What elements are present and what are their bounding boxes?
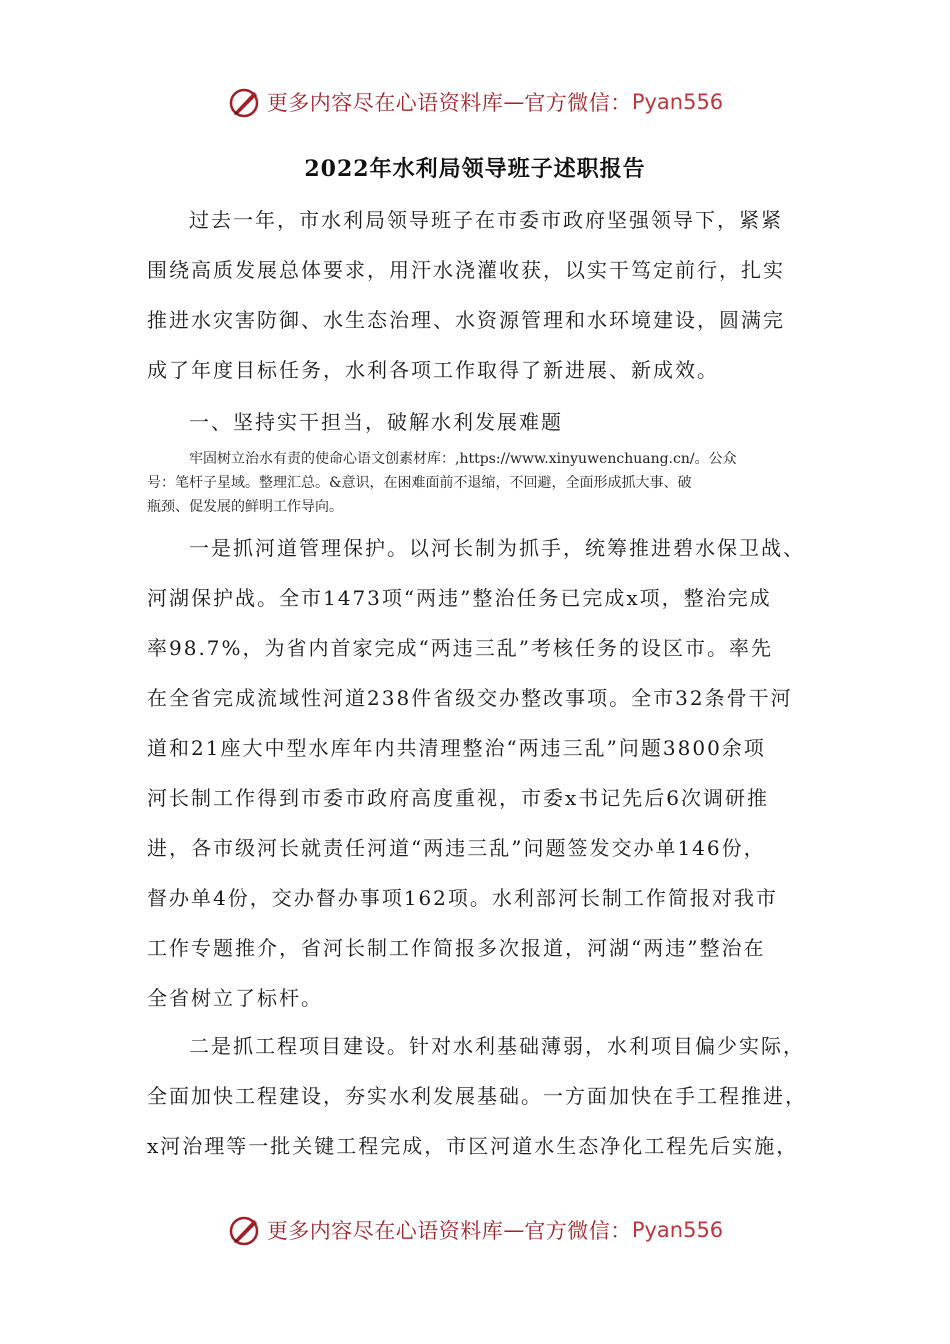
banner-separator: —	[503, 90, 525, 114]
banner-suffix: 官方微信：	[524, 91, 632, 115]
pen-logo-icon	[227, 84, 263, 120]
paragraph-line: 全面加快工程建设，夯实水利发展基础。一方面加快在手工程推进，	[147, 1084, 807, 1108]
intro-line: 成了年度目标任务，水利各项工作取得了新进展、新成效。	[147, 358, 719, 382]
header-banner	[0, 82, 950, 122]
paragraph-line: 督办单4份，交办督办事项162项。水利部河长制工作简报对我市	[147, 886, 778, 910]
paragraph-line: 全省树立了标杆。	[147, 986, 323, 1010]
banner-wechat-id: Pyan556	[631, 90, 724, 114]
small-note-line: 牢固树立治水有责的使命心语文创素材库：,https://www.xinyuwenchuang.cn/。公众	[189, 451, 737, 467]
banner-separator: —	[503, 1218, 525, 1242]
document-title: 2022年水利局领导班子述职报告	[304, 156, 646, 182]
paragraph-line: 河长制工作得到市委市政府高度重视，市委x书记先后6次调研推	[147, 786, 770, 810]
pen-logo-icon	[227, 1212, 263, 1248]
intro-line: 围绕高质发展总体要求，用汗水浇灌收获，以实干笃定前行，扎实	[147, 258, 785, 282]
small-note-line: 号：笔杆子星域。整理汇总。&意识，在困难面前不退缩，不回避，全面形成抓大事、破	[147, 475, 692, 491]
intro-line: 过去一年，市水利局领导班子在市委市政府坚强领导下，紧紧	[189, 208, 783, 232]
paragraph-line: x河治理等一批关键工程完成，市区河道水生态净化工程先后实施，	[147, 1134, 799, 1158]
paragraph-line: 道和21座大中型水库年内共清理整治“两违三乱”问题3800余项	[147, 736, 766, 760]
banner-suffix: 官方微信：	[524, 1219, 632, 1243]
paragraph-line: 工作专题推介，省河长制工作简报多次报道，河湖“两违”整治在	[147, 936, 766, 960]
intro-line: 推进水灾害防御、水生态治理、水资源管理和水环境建设，圆满完	[147, 308, 785, 332]
footer-banner	[0, 1210, 950, 1250]
paragraph-line: 进，各市级河长就责任河道“两违三乱”问题签发交办单146份，	[147, 836, 766, 860]
small-note-line: 瓶颈、促发展的鲜明工作导向。	[147, 499, 343, 515]
paragraph-line: 在全省完成流域性河道238件省级交办整改事项。全市32条骨干河	[147, 686, 793, 710]
paragraph-line: 一是抓河道管理保护。以河长制为抓手，统筹推进碧水保卫战、	[189, 536, 805, 560]
banner-wechat-id: Pyan556	[631, 1218, 724, 1242]
paragraph-line: 二是抓工程项目建设。针对水利基础薄弱，水利项目偏少实际，	[189, 1034, 805, 1058]
section-heading: 一、坚持实干担当，破解水利发展难题	[189, 410, 563, 434]
banner-text: 更多内容尽在心语资料库	[266, 91, 504, 115]
paragraph-line: 率98.7%，为省内首家完成“两违三乱”考核任务的设区市。率先	[147, 636, 773, 660]
paragraph-line: 河湖保护战。全市1473项“两违”整治任务已完成x项，整治完成	[147, 586, 772, 610]
banner-text: 更多内容尽在心语资料库	[266, 1219, 504, 1243]
